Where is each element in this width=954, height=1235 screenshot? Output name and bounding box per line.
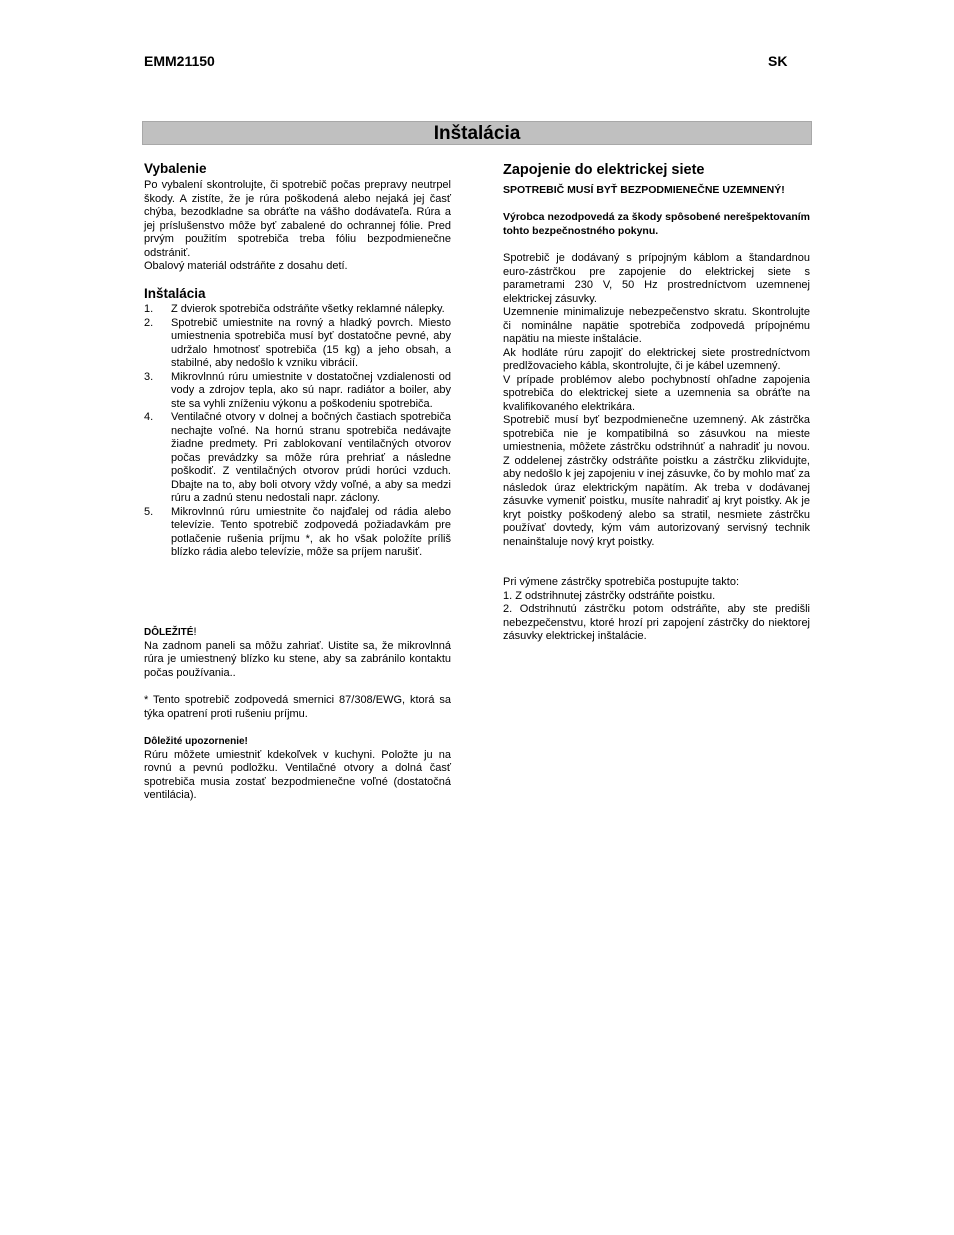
electrical-paragraph: Uzemnenie minimalizuje nebezpečenstvo skratu. Skontrolujte či nominálne napätie spotrebiča zodpovedá prípojnému napätiu na mieste inštalácie. bbox=[503, 306, 810, 345]
important-label: DÔLEŽITÉ bbox=[144, 627, 194, 638]
list-item bbox=[144, 371, 451, 412]
list-item bbox=[144, 411, 451, 506]
footnote: * Tento spotrebič zodpovedá smernici 87/308/EWG, ktorá sa týka opatrení proti rušeniu príjmu. bbox=[144, 694, 451, 720]
list-item-number: 1. bbox=[144, 303, 154, 315]
heading-installation: Inštalácia bbox=[144, 286, 206, 301]
unpacking-text bbox=[144, 179, 451, 274]
notice-block bbox=[144, 735, 451, 803]
list-item bbox=[144, 506, 451, 560]
plug-step: 1. Z odstrihnutej zástrčky odstráňte poistku. bbox=[503, 589, 716, 602]
electrical-text bbox=[503, 252, 810, 549]
list-item-number: 4. bbox=[144, 411, 154, 423]
language-code: SK bbox=[768, 53, 788, 69]
plug-replacement bbox=[503, 576, 810, 644]
list-item-text: Z dvierok spotrebiča odstráňte všetky reklamné nálepky. bbox=[171, 303, 445, 315]
plug-intro: Pri výmene zástrčky spotrebiča postupujte takto: bbox=[503, 576, 739, 588]
installation-list bbox=[144, 303, 451, 560]
heading-unpacking: Vybalenie bbox=[144, 161, 207, 176]
plug-step: 2. Odstrihnutú zástrčku potom odstráňte, aby ste predišli nebezpečenstvu, ktoré hrozí pri zapojení zástrčky do niektorej zásuvky elektrickej inštalácie. bbox=[503, 603, 810, 642]
notice-label: Dôležité upozornenie! bbox=[144, 736, 248, 747]
important-label-line bbox=[144, 626, 451, 640]
page-title: Inštalácia bbox=[142, 121, 812, 145]
warning-liability: Výrobca nezodpovedá za škody spôsobené nerešpektovaním tohto bezpečnostného pokynu. bbox=[503, 211, 810, 237]
heading-electrical: Zapojenie do elektrickej siete bbox=[503, 162, 705, 178]
list-item-text: Mikrovlnnú rúru umiestnite v dostatočnej vzdialenosti od vody a zdrojov tepla, ako sú napr. radiátor a boiler, aby ste sa vyhli zníženiu výkonu a poškodeniu spotrebiča. bbox=[171, 370, 451, 410]
list-item-number: 5. bbox=[144, 505, 154, 518]
electrical-paragraph: Spotrebič musí byť bezpodmienečne uzemnený. Ak zástrčka spotrebiča nie je kompatibilná so zásuvkou na mieste umiestnenia, môžete zástrčku odstrihnúť a nahradiť ju novou. Z oddelenej zástrčky odstráňte poistku a zástrčku zlikvidujte, aby nedošlo k jej zapojeniu v inej zásuvke, čo by mohlo mať za následok úraz elektrickým napätím. Ak treba v dodávanej zásuvke vymeniť poistku, musíte nahradiť aj kryt poistky. Ak je kryt poistky poškodený alebo sa stratil, nesmiete zástrčku používať dovtedy, kým vám autorizovaný servisný technik nenainštaluje nový kryt poistky. bbox=[503, 414, 810, 548]
list-item bbox=[144, 317, 451, 371]
electrical-paragraph: Ak hodláte rúru zapojiť do elektrickej siete prostredníctvom predlžovacieho kábla, skontrolujte, či je kábel uzemnený. bbox=[503, 346, 810, 372]
list-item-number: 3. bbox=[144, 370, 154, 383]
electrical-paragraph: Spotrebič je dodávaný s prípojným káblom a štandardnou euro-zástrčkou pre zapojenie do elektrickej siete s parametrami 230 V, 50 Hz prostredníctvom uzemnenej elektrickej zásuvky. bbox=[503, 252, 810, 305]
list-item-number: 2. bbox=[144, 316, 154, 329]
unpacking-packaging-note: Obalový materiál odstráňte z dosahu detí. bbox=[144, 260, 348, 272]
unpacking-paragraph: Po vybalení skontrolujte, či spotrebič počas prepravy neutrpel škody. A zistíte, že je rúra poškodená alebo nejaká jej časť chýba, bezodkladne sa obráťte na vášho dodávateľa. Rúra a jej príslušenstvo môže byť zabalené do ochrannej fólie. Pred prvým použitím spotrebiča treba fóliu bezpodmienečne odstrániť. bbox=[144, 179, 451, 259]
electrical-paragraph: V prípade problémov alebo pochybností ohľadne zapojenia spotrebiča do elektrickej siete a uzemnenia sa obráťte na kvalifikovaného elektrikára. bbox=[503, 373, 810, 413]
list-item-text: Mikrovlnnú rúru umiestnite čo najďalej od rádia alebo televízie. Tento spotrebič zodpovedá požiadavkám pre potlačenie rušenia príjmu *, ak ho však položíte príliš blízko rádia alebo televízie, môže sa príjem narušiť. bbox=[171, 505, 451, 558]
important-excl: ! bbox=[193, 626, 197, 638]
important-block bbox=[144, 626, 451, 680]
list-item-text: Ventilačné otvory v dolnej a bočných častiach spotrebiča nechajte voľné. Na hornú stranu spotrebiča nedávajte žiadne predmety. Pri zablokovaní ventilačných otvorov počas prevádzky sa môže rúra prehriať a následne poškodiť. Z ventilačných otvorov prúdi horúci vzduch. Dbajte na to, aby boli otvory vždy voľné, a aby sa medzi rúru a zadnú stenu nedostali napr. záclony. bbox=[171, 411, 451, 504]
warning-grounding: SPOTREBIČ MUSÍ BYŤ BEZPODMIENEČNE UZEMNENÝ! bbox=[503, 184, 785, 196]
model-number: EMM21150 bbox=[144, 53, 215, 69]
list-item-text: Spotrebič umiestnite na rovný a hladký povrch. Miesto umiestnenia spotrebiča musí byť dostatočne pevné, aby udržalo hmotnosť spotrebiča (15 kg) a jeho obsah, a stabilné, aby nedošlo k vzniku vibrácií. bbox=[171, 316, 451, 369]
important-text: Na zadnom paneli sa môžu zahriať. Uistite sa, že mikrovlnná rúra je umiestnený blízko ku stene, aby sa zabránilo kontaktu počas používania.. bbox=[144, 639, 451, 679]
notice-text: Rúru môžete umiestniť kdekoľvek v kuchyni. Položte ju na rovnú a pevnú podložku. Ventilačné otvory a dolná časť spotrebiča musia zostať bezpodmienečne voľné (dostatočná ventilácia). bbox=[144, 748, 451, 801]
list-item bbox=[144, 303, 451, 317]
